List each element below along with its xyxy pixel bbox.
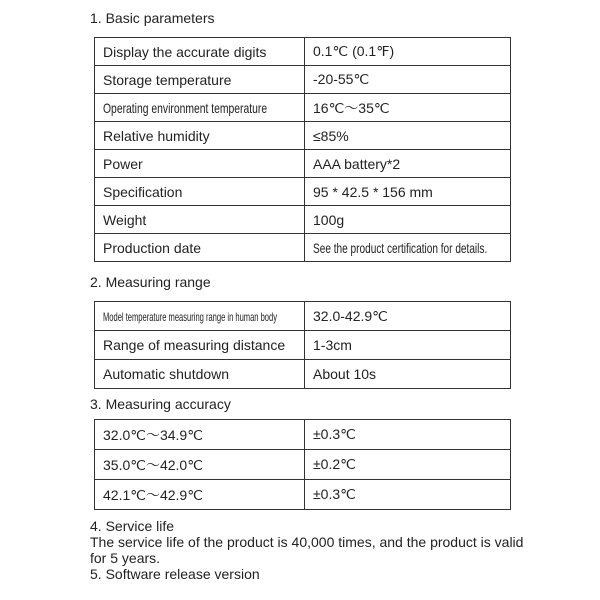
- table-row: [95, 234, 511, 262]
- table-row: [95, 480, 511, 510]
- table-row: [95, 360, 511, 389]
- accuracy-value: ±0.3℃: [305, 480, 511, 510]
- param-value: 95 * 42.5 * 156 mm: [305, 178, 511, 206]
- accuracy-range: 35.0℃～42.0℃: [95, 450, 305, 480]
- param-label: Power: [95, 150, 305, 178]
- param-label: Relative humidity: [95, 122, 305, 150]
- basic-parameters-table: [94, 37, 511, 262]
- param-label: Display the accurate digits: [95, 38, 305, 66]
- table-row: [95, 420, 511, 450]
- param-label: Production date: [95, 234, 305, 262]
- param-value-text: See the product certification for details.: [313, 239, 488, 256]
- measuring-accuracy-table: [94, 419, 511, 510]
- table-row: [95, 302, 511, 331]
- range-label-text: Model temperature measuring range in human body: [103, 310, 277, 324]
- param-value: [305, 234, 511, 262]
- table-row: [95, 206, 511, 234]
- measuring-range-heading: 2. Measuring range: [90, 274, 211, 290]
- range-value: 1-3cm: [305, 331, 511, 360]
- basic-parameters-heading: 1. Basic parameters: [90, 10, 215, 26]
- table-row: [95, 94, 511, 122]
- param-value: 16℃～35℃: [305, 94, 511, 122]
- table-row: [95, 66, 511, 94]
- param-value: ≤85%: [305, 122, 511, 150]
- accuracy-range: 42.1℃～42.9℃: [95, 480, 305, 510]
- range-label: Automatic shutdown: [95, 360, 305, 389]
- param-value: -20-55℃: [305, 66, 511, 94]
- table-row: [95, 38, 511, 66]
- accuracy-value: ±0.2℃: [305, 450, 511, 480]
- range-label: Range of measuring distance: [95, 331, 305, 360]
- param-value: AAA battery*2: [305, 150, 511, 178]
- param-label: [95, 94, 305, 122]
- software-version-heading: 5. Software release version: [90, 566, 260, 582]
- table-row: [95, 331, 511, 360]
- range-value: 32.0-42.9℃: [305, 302, 511, 331]
- table-row: [95, 178, 511, 206]
- param-label: Weight: [95, 206, 305, 234]
- accuracy-range: 32.0℃～34.9℃: [95, 420, 305, 450]
- service-life-text: The service life of the product is 40,000 times, and the product is valid for 5 years.: [90, 534, 524, 566]
- table-row: [95, 450, 511, 480]
- range-label: [95, 302, 305, 331]
- param-value: 100g: [305, 206, 511, 234]
- table-row: [95, 150, 511, 178]
- table-row: [95, 122, 511, 150]
- measuring-accuracy-heading: 3. Measuring accuracy: [90, 396, 231, 412]
- accuracy-value: ±0.3℃: [305, 420, 511, 450]
- param-label: Specification: [95, 178, 305, 206]
- measuring-range-table: [94, 301, 511, 389]
- param-value: 0.1℃ (0.1℉): [305, 38, 511, 66]
- param-label-text: Operating environment temperature: [103, 99, 268, 116]
- param-label: Storage temperature: [95, 66, 305, 94]
- range-value: About 10s: [305, 360, 511, 389]
- service-life-heading: 4. Service life: [90, 518, 175, 534]
